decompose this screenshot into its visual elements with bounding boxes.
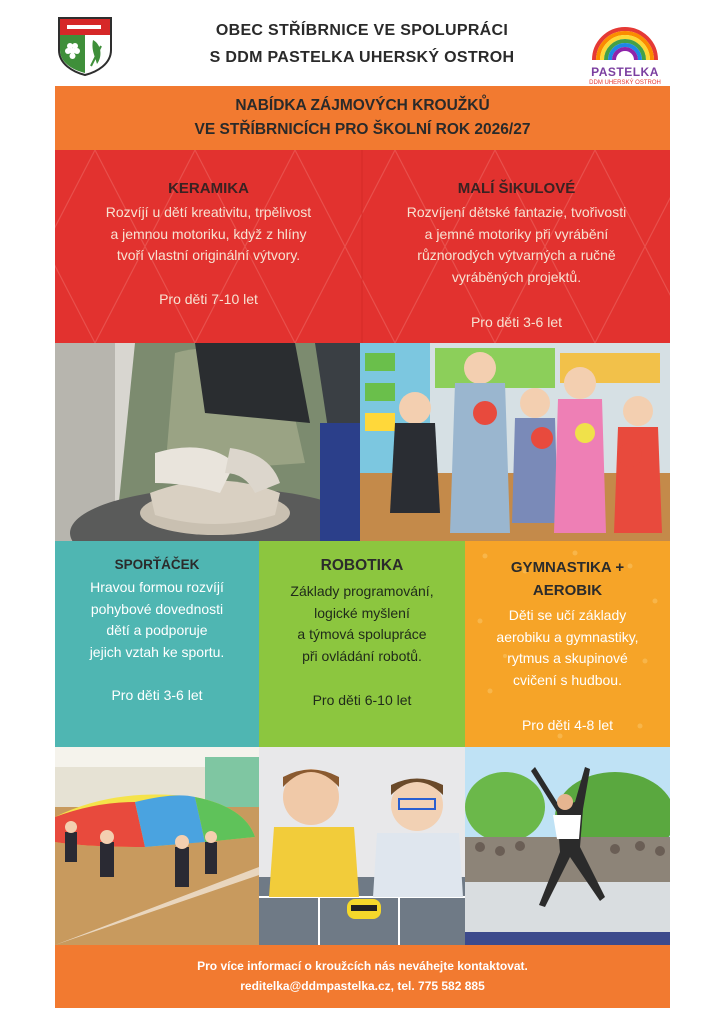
card-title-gymnastika-line1: GYMNASTIKA + [510, 559, 625, 576]
card-desc-sportacek [55, 577, 259, 663]
card-title-sikulove: MALÍ ŠIKULOVÉ [457, 180, 576, 197]
desc-line: při ovládání robotů. [302, 647, 422, 664]
municipal-crest-icon [57, 16, 113, 76]
logo-text: PASTELKA [591, 65, 659, 79]
card-age-sportacek: Pro děti 3-6 let [111, 687, 203, 703]
desc-line: Hravou formou rozvíjí [90, 579, 224, 595]
card-title-keramika: KERAMIKA [168, 180, 249, 197]
card-age-sikulove: Pro děti 3-6 let [470, 314, 563, 330]
card-age-gymnastika: Pro děti 4-8 let [521, 717, 614, 733]
desc-line: jejich vztah ke sportu. [89, 643, 225, 660]
desc-line: vyráběných projektů. [451, 268, 582, 285]
card-desc-sikulove [363, 202, 670, 288]
photo-robotics-kids [259, 747, 465, 945]
photo-aerobic-performance [465, 747, 670, 945]
card-age-robotika: Pro děti 6-10 let [312, 692, 412, 708]
desc-line: a jemné motoriky při vyrábění [424, 225, 609, 242]
card-sportacek [55, 541, 259, 747]
desc-line: Rozvíjí u dětí kreativitu, trpělivost [105, 204, 312, 220]
desc-line: tvoří vlastní originální výtvory. [116, 247, 301, 263]
desc-line: cvičení s hudbou. [513, 671, 622, 688]
desc-line: logické myšlení [314, 604, 410, 621]
desc-line: a týmová spolupráce [297, 626, 427, 642]
card-title-robotika: ROBOTIKA [320, 557, 404, 574]
desc-line: rytmus a skupinové [507, 650, 628, 666]
card-title-gymnastika-line2: AEROBIK [532, 582, 603, 599]
rainbow-icon [588, 16, 662, 62]
header-title-line1: OBEC STŘÍBRNICE VE SPOLUPRÁCI [215, 22, 509, 39]
red-section [55, 150, 670, 343]
card-desc-robotika [259, 581, 465, 667]
logo-subtext: DDM UHERSKÝ OSTROH [589, 80, 661, 86]
contact-footer [55, 945, 670, 1008]
desc-line: různorodých výtvarných a ručně [417, 247, 616, 263]
pastelka-logo [588, 16, 662, 86]
desc-line: Základy programování, [290, 583, 434, 599]
desc-line: dětí a podporuje [106, 622, 208, 638]
footer-info-text: Pro více informací o kroužcích nás neváhejte kontaktovat. [197, 959, 528, 973]
header-title-line2: S DDM PASTELKA UHERSKÝ OSTROH [209, 49, 515, 66]
desc-line: Rozvíjení dětské fantazie, tvořivosti [406, 204, 627, 220]
card-desc-gymnastika [465, 605, 670, 691]
desc-line: aerobiku a gymnastiky, [496, 628, 639, 645]
photo-parachute-game [55, 747, 259, 945]
desc-line: a jemnou motoriku, když z hlíny [110, 225, 307, 242]
banner-line2: VE STŘÍBRNICÍCH PRO ŠKOLNÍ ROK 2026/27 [194, 121, 531, 138]
desc-line: pohybové dovednosti [90, 600, 224, 617]
footer-contact-details: reditelka@ddmpastelka.cz, tel. 775 582 885 [240, 979, 485, 993]
card-robotika [259, 541, 465, 747]
photo-pottery-wheel [55, 343, 360, 541]
card-desc-keramika [55, 202, 362, 267]
card-age-keramika: Pro děti 7-10 let [159, 291, 258, 307]
card-gymnastika [465, 541, 670, 747]
photo-kids-crafts [360, 343, 670, 541]
desc-line: Děti se učí základy [508, 607, 627, 623]
card-title-sportacek: SPORŤÁČEK [114, 557, 200, 572]
title-banner [55, 86, 670, 150]
banner-line1: NABÍDKA ZÁJMOVÝCH KROUŽKŮ [235, 97, 490, 114]
